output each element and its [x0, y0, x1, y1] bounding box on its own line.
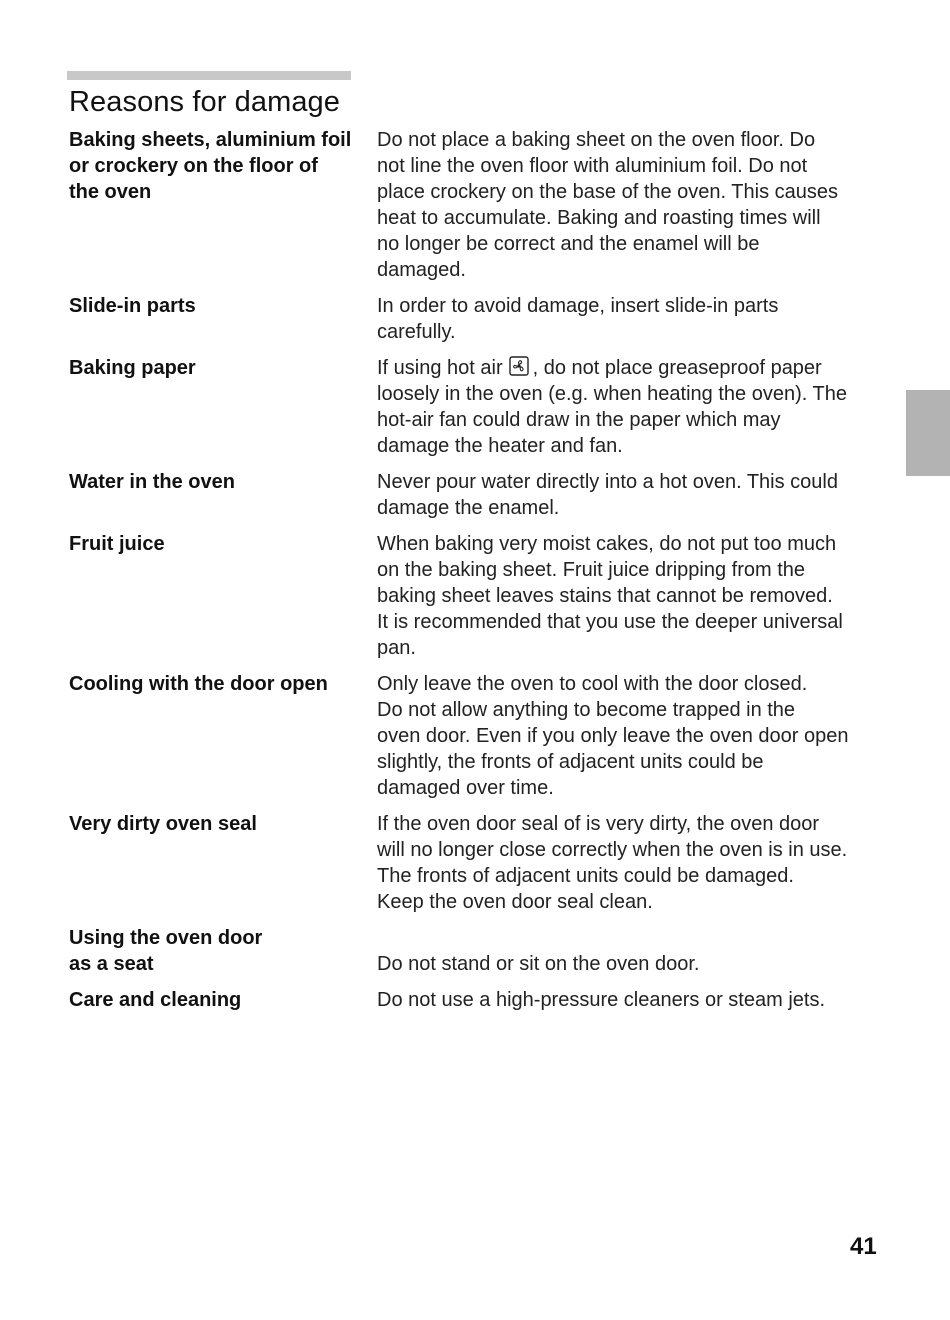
desc-line: damage the enamel. — [377, 497, 560, 519]
desc-line: hot-air fan could draw in the paper which may — [377, 409, 781, 431]
term-line: Care and cleaning — [69, 989, 242, 1011]
row-description — [377, 811, 882, 925]
desc-line: loosely in the oven (e.g. when heating the oven). The — [377, 383, 847, 405]
term-line: or crockery on the floor of — [69, 155, 318, 177]
desc-line — [377, 355, 882, 381]
row-term — [69, 987, 377, 1027]
row-description — [377, 925, 882, 987]
table-row — [69, 531, 889, 671]
desc-line: Keep the oven door seal clean. — [377, 891, 653, 913]
row-term — [69, 531, 377, 671]
row-description — [377, 531, 882, 671]
desc-fragment: , do not place greaseproof paper — [532, 357, 822, 379]
desc-line: Do not use a high-pressure cleaners or steam jets. — [377, 989, 825, 1011]
table-row — [69, 811, 889, 925]
desc-line: not line the oven floor with aluminium foil. Do not — [377, 155, 808, 177]
table-row — [69, 671, 889, 811]
row-term — [69, 355, 377, 469]
table-row — [69, 127, 889, 293]
desc-line: baking sheet leaves stains that cannot be removed. — [377, 585, 833, 607]
term-line: as a seat — [69, 953, 154, 975]
desc-line: It is recommended that you use the deeper universal — [377, 611, 843, 633]
term-line: the oven — [69, 181, 152, 203]
desc-line: carefully. — [377, 321, 456, 343]
desc-line: will no longer close correctly when the oven is in use. — [377, 839, 848, 861]
row-description — [377, 469, 882, 531]
row-term — [69, 293, 377, 355]
table-row — [69, 925, 889, 987]
desc-line: oven door. Even if you only leave the oven door open — [377, 725, 849, 747]
desc-line: Do not stand or sit on the oven door. — [377, 953, 700, 975]
title-rule — [67, 71, 351, 80]
row-description — [377, 355, 882, 469]
desc-line: In order to avoid damage, insert slide-in parts — [377, 295, 779, 317]
desc-line: damaged. — [377, 259, 466, 281]
section-tab — [906, 390, 950, 476]
desc-line: on the baking sheet. Fruit juice dripping from the — [377, 559, 806, 581]
row-description — [377, 127, 882, 293]
desc-line: Never pour water directly into a hot oven. This could — [377, 471, 838, 493]
page-number: 41 — [850, 1233, 877, 1260]
term-line: Very dirty oven seal — [69, 813, 257, 835]
term-line: Using the oven door — [69, 927, 263, 949]
desc-line: slightly, the fronts of adjacent units could be — [377, 751, 764, 773]
damage-table — [69, 127, 889, 1027]
desc-line: Do not allow anything to become trapped in the — [377, 699, 796, 721]
term-line: Baking paper — [69, 357, 196, 379]
desc-line: Only leave the oven to cool with the door closed. — [377, 673, 808, 695]
desc-line: place crockery on the base of the oven. This causes — [377, 181, 839, 203]
term-line: Fruit juice — [69, 533, 165, 555]
page-title: Reasons for damage — [69, 86, 341, 118]
desc-line: The fronts of adjacent units could be damaged. — [377, 865, 794, 887]
table-row — [69, 355, 889, 469]
row-description — [377, 671, 882, 811]
row-term — [69, 925, 377, 987]
desc-line: When baking very moist cakes, do not put too much — [377, 533, 837, 555]
table-row — [69, 469, 889, 531]
row-term — [69, 469, 377, 531]
desc-line: Do not place a baking sheet on the oven floor. Do — [377, 129, 816, 151]
desc-fragment: If using hot air — [377, 357, 503, 379]
desc-line: no longer be correct and the enamel will be — [377, 233, 760, 255]
row-term — [69, 811, 377, 925]
row-term — [69, 671, 377, 811]
term-line: Baking sheets, aluminium foil — [69, 129, 352, 151]
desc-line: damaged over time. — [377, 777, 554, 799]
hot-air-icon — [509, 356, 529, 376]
desc-line: pan. — [377, 637, 416, 659]
term-line: Cooling with the door open — [69, 673, 328, 695]
desc-line: heat to accumulate. Baking and roasting times will — [377, 207, 821, 229]
term-line: Water in the oven — [69, 471, 235, 493]
desc-line: If the oven door seal of is very dirty, the oven door — [377, 813, 820, 835]
row-description — [377, 293, 882, 355]
desc-line: damage the heater and fan. — [377, 435, 623, 457]
table-row — [69, 987, 889, 1027]
row-term — [69, 127, 377, 293]
row-description — [377, 987, 882, 1027]
term-line: Slide-in parts — [69, 295, 196, 317]
table-row — [69, 293, 889, 355]
